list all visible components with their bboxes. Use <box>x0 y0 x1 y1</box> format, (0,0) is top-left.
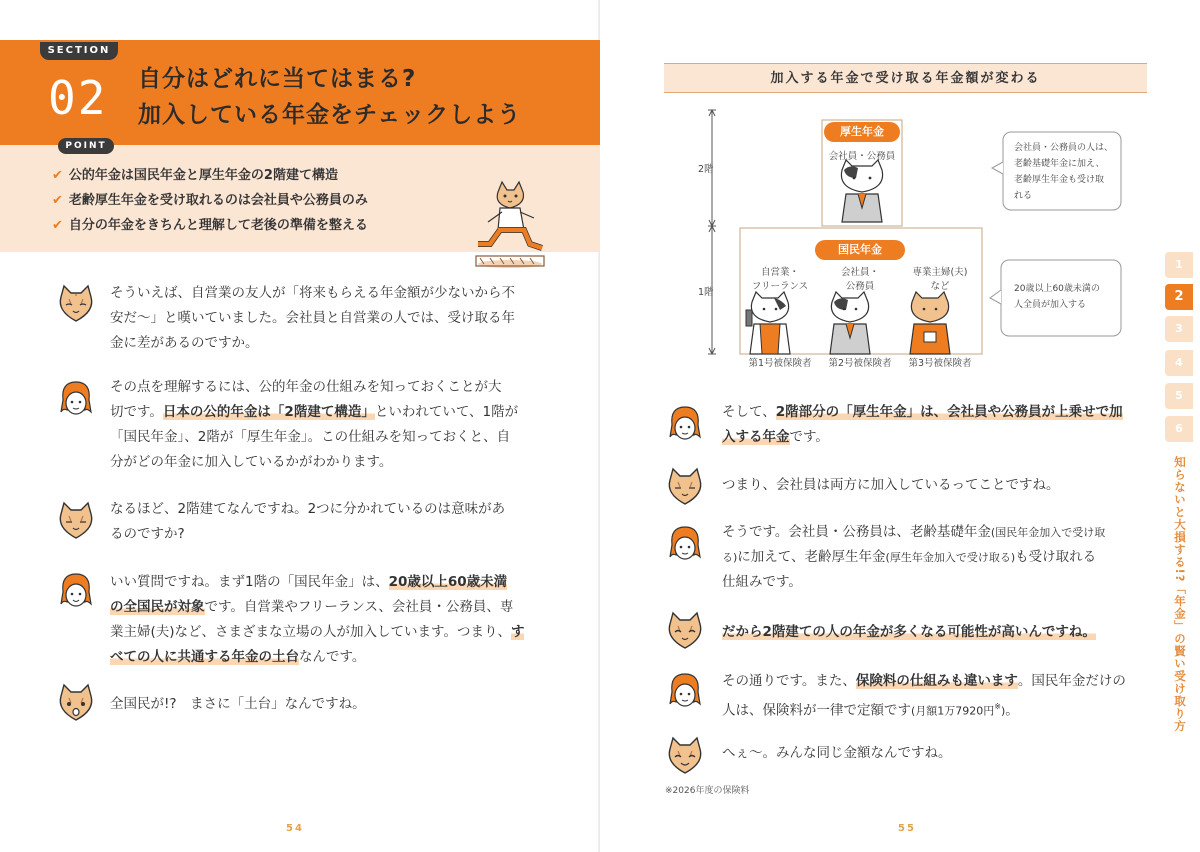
check-icon: ✔ <box>52 193 63 208</box>
dialogue-line: 業主婦(夫)など、さまざまな立場の人が加入しています。つまり、す <box>110 624 525 640</box>
category-employee: 会社員・ 公務員 <box>840 267 879 292</box>
dialogue-line: そうです。会社員・公務員は、老齢基礎年金(国民年金加入で受け取 <box>722 524 1106 540</box>
bubble-kosei-note: 会社員・公務員の人は、 老齢基礎年金に加え、 老齢厚生年金も受け取 れる <box>1014 143 1114 201</box>
dialogue-line: 金に差があるのですか。 <box>110 335 259 351</box>
check-icon: ✔ <box>52 168 63 183</box>
chapter-title-vertical: 知らないと大損する!?「年金」の賢い受け取り方 <box>1173 456 1187 733</box>
chapter-tab-6[interactable]: 6 <box>1165 416 1193 442</box>
point-label: POINT <box>58 138 114 154</box>
floor-1-label: 1階 <box>698 287 714 298</box>
dialogue-line: 切です。日本の公的年金は「2階建て構造」といわれていて、1階が <box>110 404 519 420</box>
woman-avatar <box>55 378 97 422</box>
woman-avatar <box>55 570 97 614</box>
insured-category-3: 第3号被保険者 <box>908 358 972 369</box>
running-cat-illustration <box>470 178 550 270</box>
category-spouse: 専業主婦(夫) など <box>912 267 968 292</box>
dialogue-line: つまり、会社員は両方に加入しているってことですね。 <box>722 477 1060 493</box>
dialogue-line: そういえば、自営業の友人が「将来もらえる年金額が少ないから不 <box>110 285 515 301</box>
floor-2-label: 2階 <box>698 164 714 175</box>
point-item: ✔ 公的年金は国民年金と厚生年金の2階建て構造 <box>52 168 338 183</box>
cat-avatar <box>664 466 706 510</box>
chapter-tab-5[interactable]: 5 <box>1165 383 1193 409</box>
cat-avatar <box>55 682 97 726</box>
dialogue-line: の全国民が対象です。自営業やフリーランス、会社員・公務員、専 <box>110 599 514 615</box>
check-icon: ✔ <box>52 218 63 233</box>
dialogue-line: 全国民が!? まさに「土台」なんですね。 <box>110 696 366 712</box>
chapter-tab-2[interactable]: 2 <box>1165 284 1193 310</box>
kosei-subject: 会社員・公務員 <box>828 151 896 162</box>
dialogue-line: その点を理解するには、公的年金の仕組みを知っておくことが大 <box>110 379 502 395</box>
chapter-tab-4[interactable]: 4 <box>1165 350 1193 376</box>
dialogue-line: 分がどの年金に加入しているかがわかります。 <box>110 454 393 470</box>
chapter-tab-3[interactable]: 3 <box>1165 316 1193 342</box>
dialogue-line: だから2階建ての人の年金が多くなる可能性が高いんですね。 <box>722 624 1096 640</box>
kosei-nenkin-label: 厚生年金 <box>824 122 900 142</box>
diagram-title: 加入する年金で受け取る年金額が変わる <box>664 63 1147 93</box>
dialogue-line: る)に加えて、老齢厚生年金(厚生年金加入で受け取る)も受け取れる <box>722 549 1097 565</box>
bubble-kokumin-note: 20歳以上60歳未満の 人全員が加入する <box>1014 284 1100 310</box>
category-self-employed: 自営業・ フリーランス <box>751 267 809 292</box>
dialogue-line: 仕組みです。 <box>722 574 802 590</box>
dialogue-line: るのですか? <box>110 526 185 542</box>
dialogue-line: その通りです。また、保険料の仕組みも違います。国民年金だけの <box>722 673 1126 689</box>
section-label: SECTION <box>40 42 118 60</box>
section-title-line2: 加入している年金をチェックしよう <box>138 102 522 128</box>
dialogue-line: べての人に共通する年金の土台なんです。 <box>110 649 366 665</box>
woman-avatar <box>664 403 706 447</box>
page-number-right: 55 <box>898 823 916 834</box>
footnote: ※2026年度の保険料 <box>665 786 750 796</box>
dialogue-line: なるほど、2階建てなんですね。2つに分かれているのは意味があ <box>110 501 506 517</box>
cat-avatar <box>664 610 706 654</box>
cat-avatar <box>55 283 97 327</box>
insured-category-1: 第1号被保険者 <box>748 358 812 369</box>
chapter-tab-1[interactable]: 1 <box>1165 252 1193 278</box>
woman-avatar <box>664 670 706 714</box>
dialogue-line: いい質問ですね。まず1階の「国民年金」は、20歳以上60歳未満 <box>110 574 508 590</box>
section-title-line1: 自分はどれに当てはまる? <box>138 66 417 92</box>
dialogue-line: へぇ〜。みんな同じ金額なんですね。 <box>722 745 952 761</box>
insured-category-2: 第2号被保険者 <box>828 358 892 369</box>
woman-avatar <box>664 523 706 567</box>
dialogue-line: 入する年金です。 <box>722 429 829 445</box>
point-item: ✔ 自分の年金をきちんと理解して老後の準備を整える <box>52 218 368 233</box>
cat-avatar <box>664 735 706 779</box>
section-number: 02 <box>48 71 108 125</box>
dialogue-line: 安だ〜」と嘆いていました。会社員と自営業の人では、受け取る年 <box>110 310 515 326</box>
cat-avatar <box>55 500 97 544</box>
kokumin-nenkin-label: 国民年金 <box>815 240 905 260</box>
dialogue-line: そして、2階部分の「厚生年金」は、会社員や公務員が上乗せで加 <box>722 404 1123 420</box>
point-item: ✔ 老齢厚生年金を受け取れるのは会社員や公務員のみ <box>52 193 368 208</box>
dialogue-line: 「国民年金」、2階が「厚生年金」。この仕組みを知っておくと、自 <box>110 429 511 445</box>
page-number-left: 54 <box>286 823 304 834</box>
dialogue-line: 人は、保険料が一律で定額です(月額1万7920円※)。 <box>722 702 1019 719</box>
